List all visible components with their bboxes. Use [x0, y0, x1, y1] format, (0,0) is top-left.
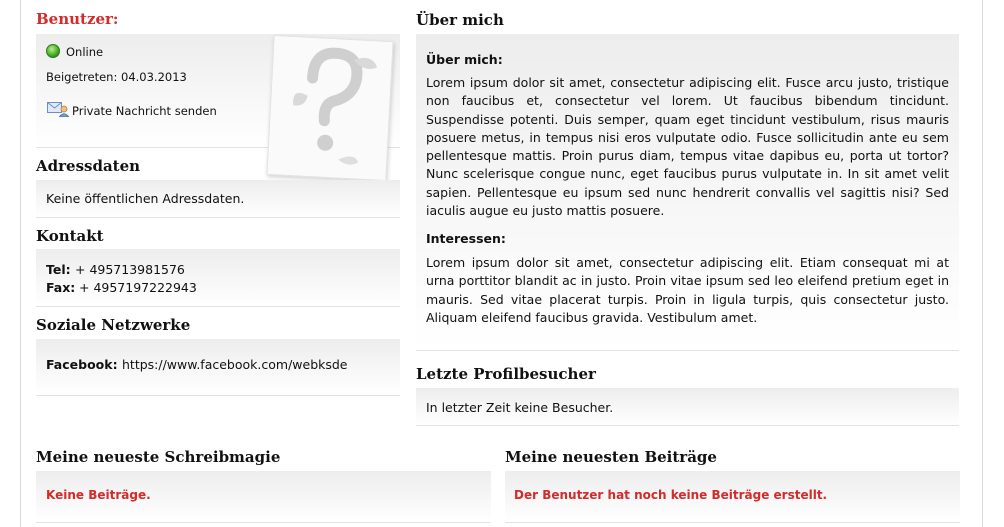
contact-box	[36, 249, 400, 307]
social-title: Soziale Netzwerke	[36, 316, 191, 334]
avatar-placeholder-icon	[267, 36, 392, 180]
facebook-link[interactable]: https://www.facebook.com/webksde	[122, 357, 348, 372]
about-title: Über mich	[416, 11, 504, 29]
posts-title: Meine neuesten Beiträge	[505, 448, 717, 466]
interests-label: Interessen:	[426, 231, 506, 246]
tel-label: Tel:	[46, 262, 71, 277]
writing-empty-text: Keine Beiträge.	[46, 488, 151, 502]
contact-title: Kontakt	[36, 227, 104, 245]
private-message-link[interactable]: Private Nachricht senden	[72, 104, 217, 118]
address-text: Keine öffentlichen Adressdaten.	[46, 191, 245, 206]
visitors-text: In letzter Zeit keine Besucher.	[426, 400, 614, 415]
content-frame-left-border	[20, 0, 21, 527]
online-status-text: Online	[66, 45, 104, 59]
tel-value: + 495713981576	[75, 262, 185, 277]
fax-label: Fax:	[46, 280, 76, 295]
user-heading: Benutzer:	[36, 10, 119, 28]
about-text: Lorem ipsum dolor sit amet, consectetur adipiscing elit. Fusce arcu justo, tristique non faucibus et, consectetur vel lorem. Ut faucibus bibendum tincidunt. Suspendisse potenti. Duis semper, quam eget tincidunt vestibulum, risus mauris posuere metus, in tempus nisi eros vulputate odio. Fusce sollicitudin ante eu sem pellentesque mattis. Proin purus diam, tempus vitae dapibus eu, porta ut tortor? Nunc scelerisque congue nunc, eget faucibus purus vulputate in. In sit amet velit sapien. Pellentesque eu ipsum sed nunc hendrerit convallis vel sagittis nisi? Sed iaculis augue eu justo mattis posuere.	[426, 75, 949, 219]
address-title: Adressdaten	[36, 157, 141, 175]
content-frame-right-border	[982, 0, 983, 527]
posts-empty-text: Der Benutzer hat noch keine Beiträge erstellt.	[514, 488, 828, 502]
fax-value: + 4957197222943	[79, 280, 197, 295]
private-message-icon[interactable]	[47, 101, 69, 117]
user-avatar[interactable]	[266, 35, 393, 181]
writing-title: Meine neueste Schreibmagie	[36, 448, 281, 466]
interests-text: Lorem ipsum dolor sit amet, consectetur adipiscing elit. Etiam consequat mi at urna porttitor blandit ac in justo. Proin vitae ipsum sed leo eleifend pretium eget in mauris. Sed vitae placerat turpis. Proin in ligula turpis, quis consectetur justo. Aliquam eleifend faucibus gravida. Vestibulum amet.	[426, 255, 949, 325]
joined-date: Beigetreten: 04.03.2013	[46, 70, 187, 84]
facebook-label: Facebook:	[46, 357, 118, 372]
online-status-icon	[46, 44, 60, 58]
visitors-title: Letzte Profilbesucher	[416, 365, 596, 383]
about-label: Über mich:	[426, 52, 503, 67]
